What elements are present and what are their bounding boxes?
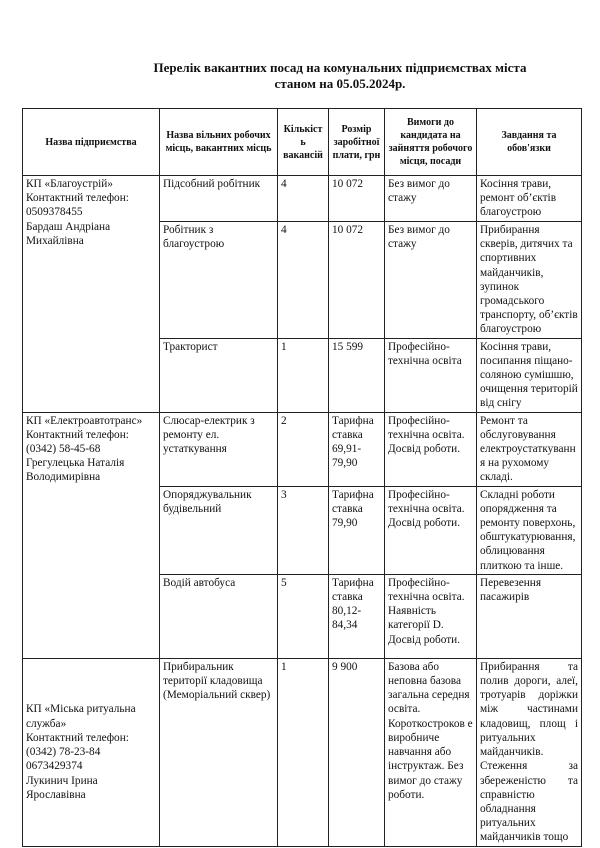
salary-cell: 10 072	[329, 222, 385, 339]
salary-cell: Тарифна ставка 80,12-84,34	[329, 574, 385, 658]
salary-cell: 10 072	[329, 176, 385, 222]
count-cell: 1	[278, 338, 329, 412]
position-cell: Підсобний робітник	[160, 176, 278, 222]
table-row	[23, 176, 582, 222]
requirements-cell: Без вимог до стажу	[385, 222, 477, 339]
header-count: Кількість вакансій	[278, 109, 329, 176]
company-name: КП «Електроавтотранс»	[26, 414, 143, 427]
requirements-cell: Професійно-технічна освіта. Досвід роботи.	[385, 486, 477, 574]
company-name: КП «Благоустрій»	[26, 178, 113, 190]
duties-cell: Ремонт та обслуговування електроустаткування на рухомому складі.	[477, 412, 582, 486]
position-cell: Слюсар-електрик з ремонту ел. устаткування	[160, 412, 278, 486]
salary-cell: Тарифна ставка 79,90	[329, 486, 385, 574]
count-cell: 3	[278, 486, 329, 574]
duties-cell: Косіння трави, ремонт об’єктів благоустрою	[477, 176, 582, 222]
salary-cell: 15 599	[329, 338, 385, 412]
company-name: КП «Міська ритуальна служба»	[26, 703, 136, 730]
header-row	[23, 109, 582, 176]
duties-cell: Косіння трави, посипання піщано-соляною сумішшю, очищення територій від снігу	[477, 338, 582, 412]
position-cell: Прибиральник території кладовища (Меморіальний сквер)	[160, 658, 278, 846]
company-contact: Ярославівна	[26, 788, 86, 801]
header-company: Назва підприємства	[23, 109, 160, 176]
position-cell: Робітник з благоустрою	[160, 222, 278, 339]
company-phone-label: Контактний телефон:	[26, 192, 129, 205]
requirements-cell: Базова або неповна базова загальна середня освіта. Короткостроков е виробниче навчання або інструктаж. Без вимог до стажу роботи.	[385, 658, 477, 846]
company-phone: (0342) 78-23-84	[26, 746, 101, 759]
duties-cell: Прибирання скверів, дитячих та спортивних майданчиків, зупинок громадського транспорту, об’єктів благоустрою	[477, 222, 582, 339]
count-cell: 4	[278, 176, 329, 222]
header-position: Назва вільних робочих місць, вакантних місць	[160, 109, 278, 176]
requirements-cell: Професійно-технічна освіта	[385, 338, 477, 412]
duties-cell: Перевезення пасажирів	[477, 574, 582, 658]
requirements-cell: Професійно-технічна освіта. Наявність категорії D. Досвід роботи.	[385, 574, 477, 658]
requirements-cell: Без вимог до стажу	[385, 176, 477, 222]
company-phone: 0509378455	[26, 206, 83, 219]
company-cell	[23, 658, 160, 846]
position-cell: Тракторист	[160, 338, 278, 412]
requirements-cell: Професійно-технічна освіта. Досвід роботи.	[385, 412, 477, 486]
title-line-2: станом на 05.05.2024р.	[274, 76, 406, 91]
table-row	[23, 412, 582, 486]
duties-cell: Складні роботи опорядження та ремонту поверхонь, обштукатурювання, облицювання плиткою та інше.	[477, 486, 582, 574]
salary-cell: Тарифна ставка 69,91-79,90	[329, 412, 385, 486]
company-phone: 0673429374	[26, 760, 83, 773]
company-cell	[23, 176, 160, 413]
company-contact: Бардаш Андріана	[26, 220, 111, 233]
company-contact: Грегулецька Наталія	[26, 457, 125, 470]
count-cell: 1	[278, 658, 329, 846]
header-duties: Завдання та обов'язки	[477, 109, 582, 176]
count-cell: 5	[278, 574, 329, 658]
company-contact: Лукинич Ірина	[26, 774, 98, 787]
count-cell: 4	[278, 222, 329, 339]
header-requirements: Вимоги до кандидата на зайняття робочого місця, посади	[385, 109, 477, 176]
duties-cell: Прибирання та полив дороги, алеї, тротуарів доріжки між частинами кладовищ, площ і ритуальних майданчиків. Стеження за збереженістю та справністю обладнання ритуальних майданчиків тощо	[477, 658, 582, 846]
title-line-1: Перелік вакантних посад на комунальних підприємствах міста	[153, 60, 527, 75]
vacancies-table	[22, 108, 582, 847]
company-phone: (0342) 58-45-68	[26, 443, 101, 456]
document-title	[80, 60, 600, 92]
company-cell	[23, 412, 160, 658]
company-contact: Михайлівна	[26, 234, 84, 247]
table-row	[23, 658, 582, 846]
company-contact: Володимирівна	[26, 471, 101, 484]
position-cell: Водій автобуса	[160, 574, 278, 658]
position-cell: Опоряджувальник будівельний	[160, 486, 278, 574]
company-phone-label: Контактний телефон:	[26, 428, 129, 441]
count-cell: 2	[278, 412, 329, 486]
company-phone-label: Контактний телефон:	[26, 731, 129, 744]
salary-cell: 9 900	[329, 658, 385, 846]
header-salary: Розмір заробітної плати, грн	[329, 109, 385, 176]
